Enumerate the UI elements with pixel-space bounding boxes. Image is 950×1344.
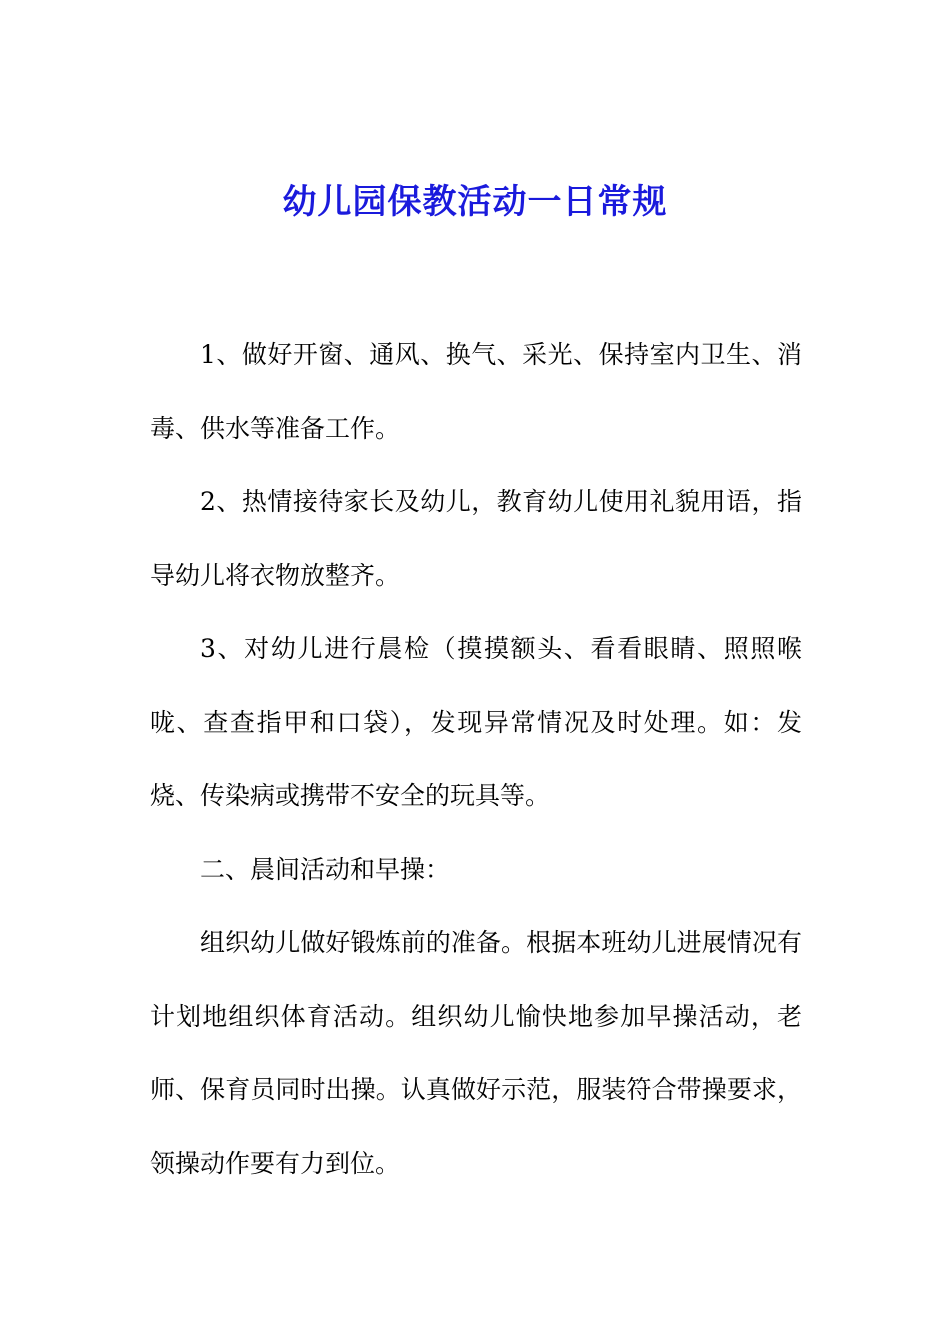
paragraph-1: 1、做好开窗、通风、换气、采光、保持室内卫生、消毒、供水等准备工作。 [150, 340, 802, 443]
paragraph-5: 组织幼儿做好锻炼前的准备。根据本班幼儿进展情况有计划地组织体育活动。组织幼儿愉快地参加早操活动，老师、保育员同时出操。认真做好示范，服装符合带操要求，领操动作要有力到位。 [150, 928, 802, 1178]
document-body [150, 318, 802, 1200]
paragraph-2: 2、热情接待家长及幼儿，教育幼儿使用礼貌用语，指导幼儿将衣物放整齐。 [150, 487, 802, 590]
section-heading-morning-activity: 二、晨间活动和早操： [200, 854, 451, 884]
page-title: 幼儿园保教活动一日常规 [282, 182, 668, 222]
paragraph-3: 3、对幼儿进行晨检（摸摸额头、看看眼睛、照照喉咙、查查指甲和口袋），发现异常情况及时处理。如：发烧、传染病或携带不安全的玩具等。 [150, 634, 802, 810]
